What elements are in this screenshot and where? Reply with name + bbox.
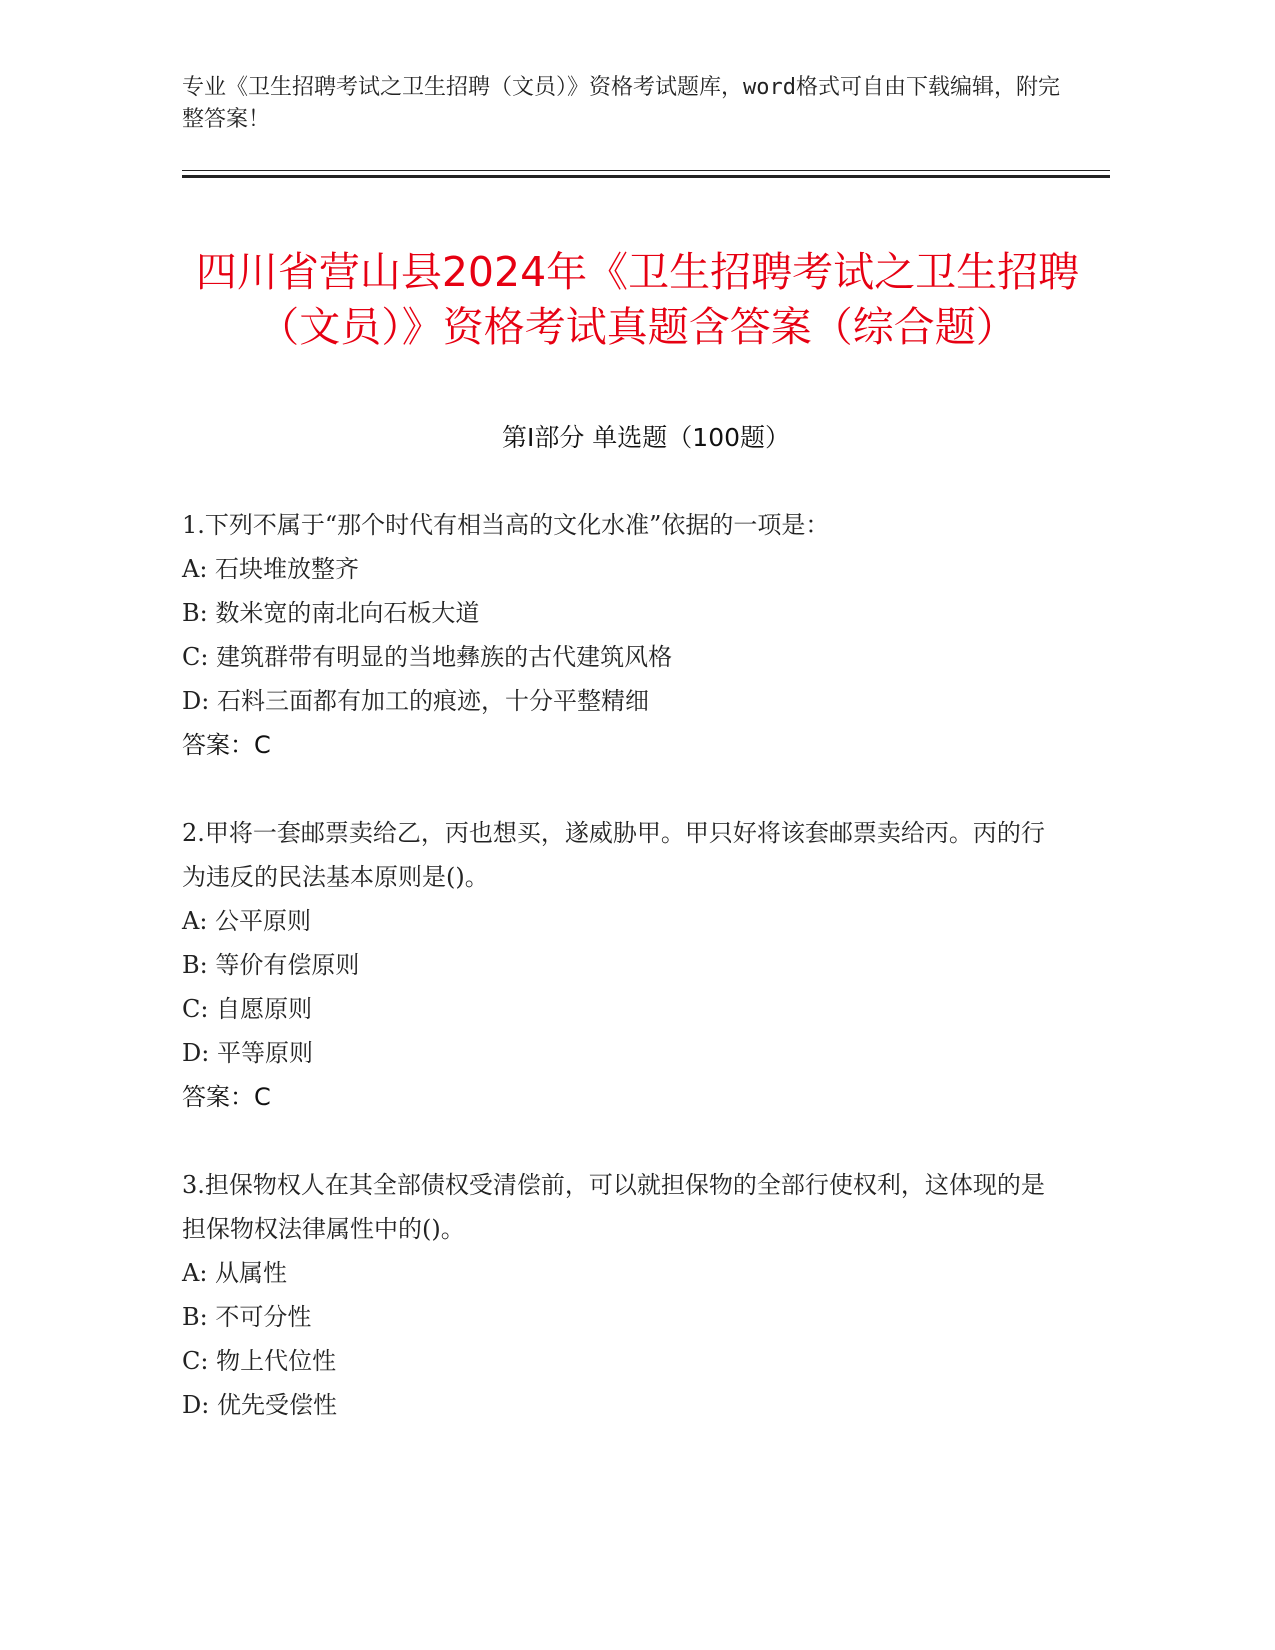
header-rule-thin xyxy=(182,170,1110,171)
document-title: 四川省营山县2024年《卫生招聘考试之卫生招聘（文员）》资格考试真题含答案（综合题） xyxy=(195,248,1080,352)
option-d: D: 平等原则 xyxy=(182,1039,313,1067)
option-b: B: 等价有偿原则 xyxy=(182,951,360,979)
answer-line: 答案：C xyxy=(182,731,271,759)
question-2 xyxy=(182,811,1062,1119)
question-stem: 3.担保物权人在其全部债权受清偿前，可以就担保物的全部行使权利，这体现的是担保物权法律属性中的()。 xyxy=(182,1171,1045,1243)
header-note: 专业《卫生招聘考试之卫生招聘（文员）》资格考试题库，word格式可自由下载编辑，附完整答案！ xyxy=(182,75,1060,132)
question-1 xyxy=(182,503,1062,767)
question-stem: 1.下列不属于“那个时代有相当高的文化水准”依据的一项是： xyxy=(182,511,830,539)
option-b: B: 不可分性 xyxy=(182,1303,312,1331)
question-stem: 2.甲将一套邮票卖给乙，丙也想买，遂威胁甲。甲只好将该套邮票卖给丙。丙的行为违反的民法基本原则是()。 xyxy=(182,819,1045,891)
section-title: 第I部分 单选题（100题） xyxy=(501,423,791,452)
option-b: B: 数米宽的南北向石板大道 xyxy=(182,599,480,627)
option-a: A: 从属性 xyxy=(182,1259,288,1287)
header-rule-thick xyxy=(182,175,1110,178)
option-a: A: 公平原则 xyxy=(182,907,312,935)
option-d: D: 优先受偿性 xyxy=(182,1391,337,1419)
option-d: D: 石料三面都有加工的痕迹，十分平整精细 xyxy=(182,687,649,715)
option-c: C: 物上代位性 xyxy=(182,1347,337,1375)
option-a: A: 石块堆放整齐 xyxy=(182,555,360,583)
question-list xyxy=(182,503,1062,1471)
question-3 xyxy=(182,1163,1062,1427)
option-c: C: 建筑群带有明显的当地彝族的古代建筑风格 xyxy=(182,643,673,671)
option-c: C: 自愿原则 xyxy=(182,995,313,1023)
answer-line: 答案：C xyxy=(182,1083,271,1111)
